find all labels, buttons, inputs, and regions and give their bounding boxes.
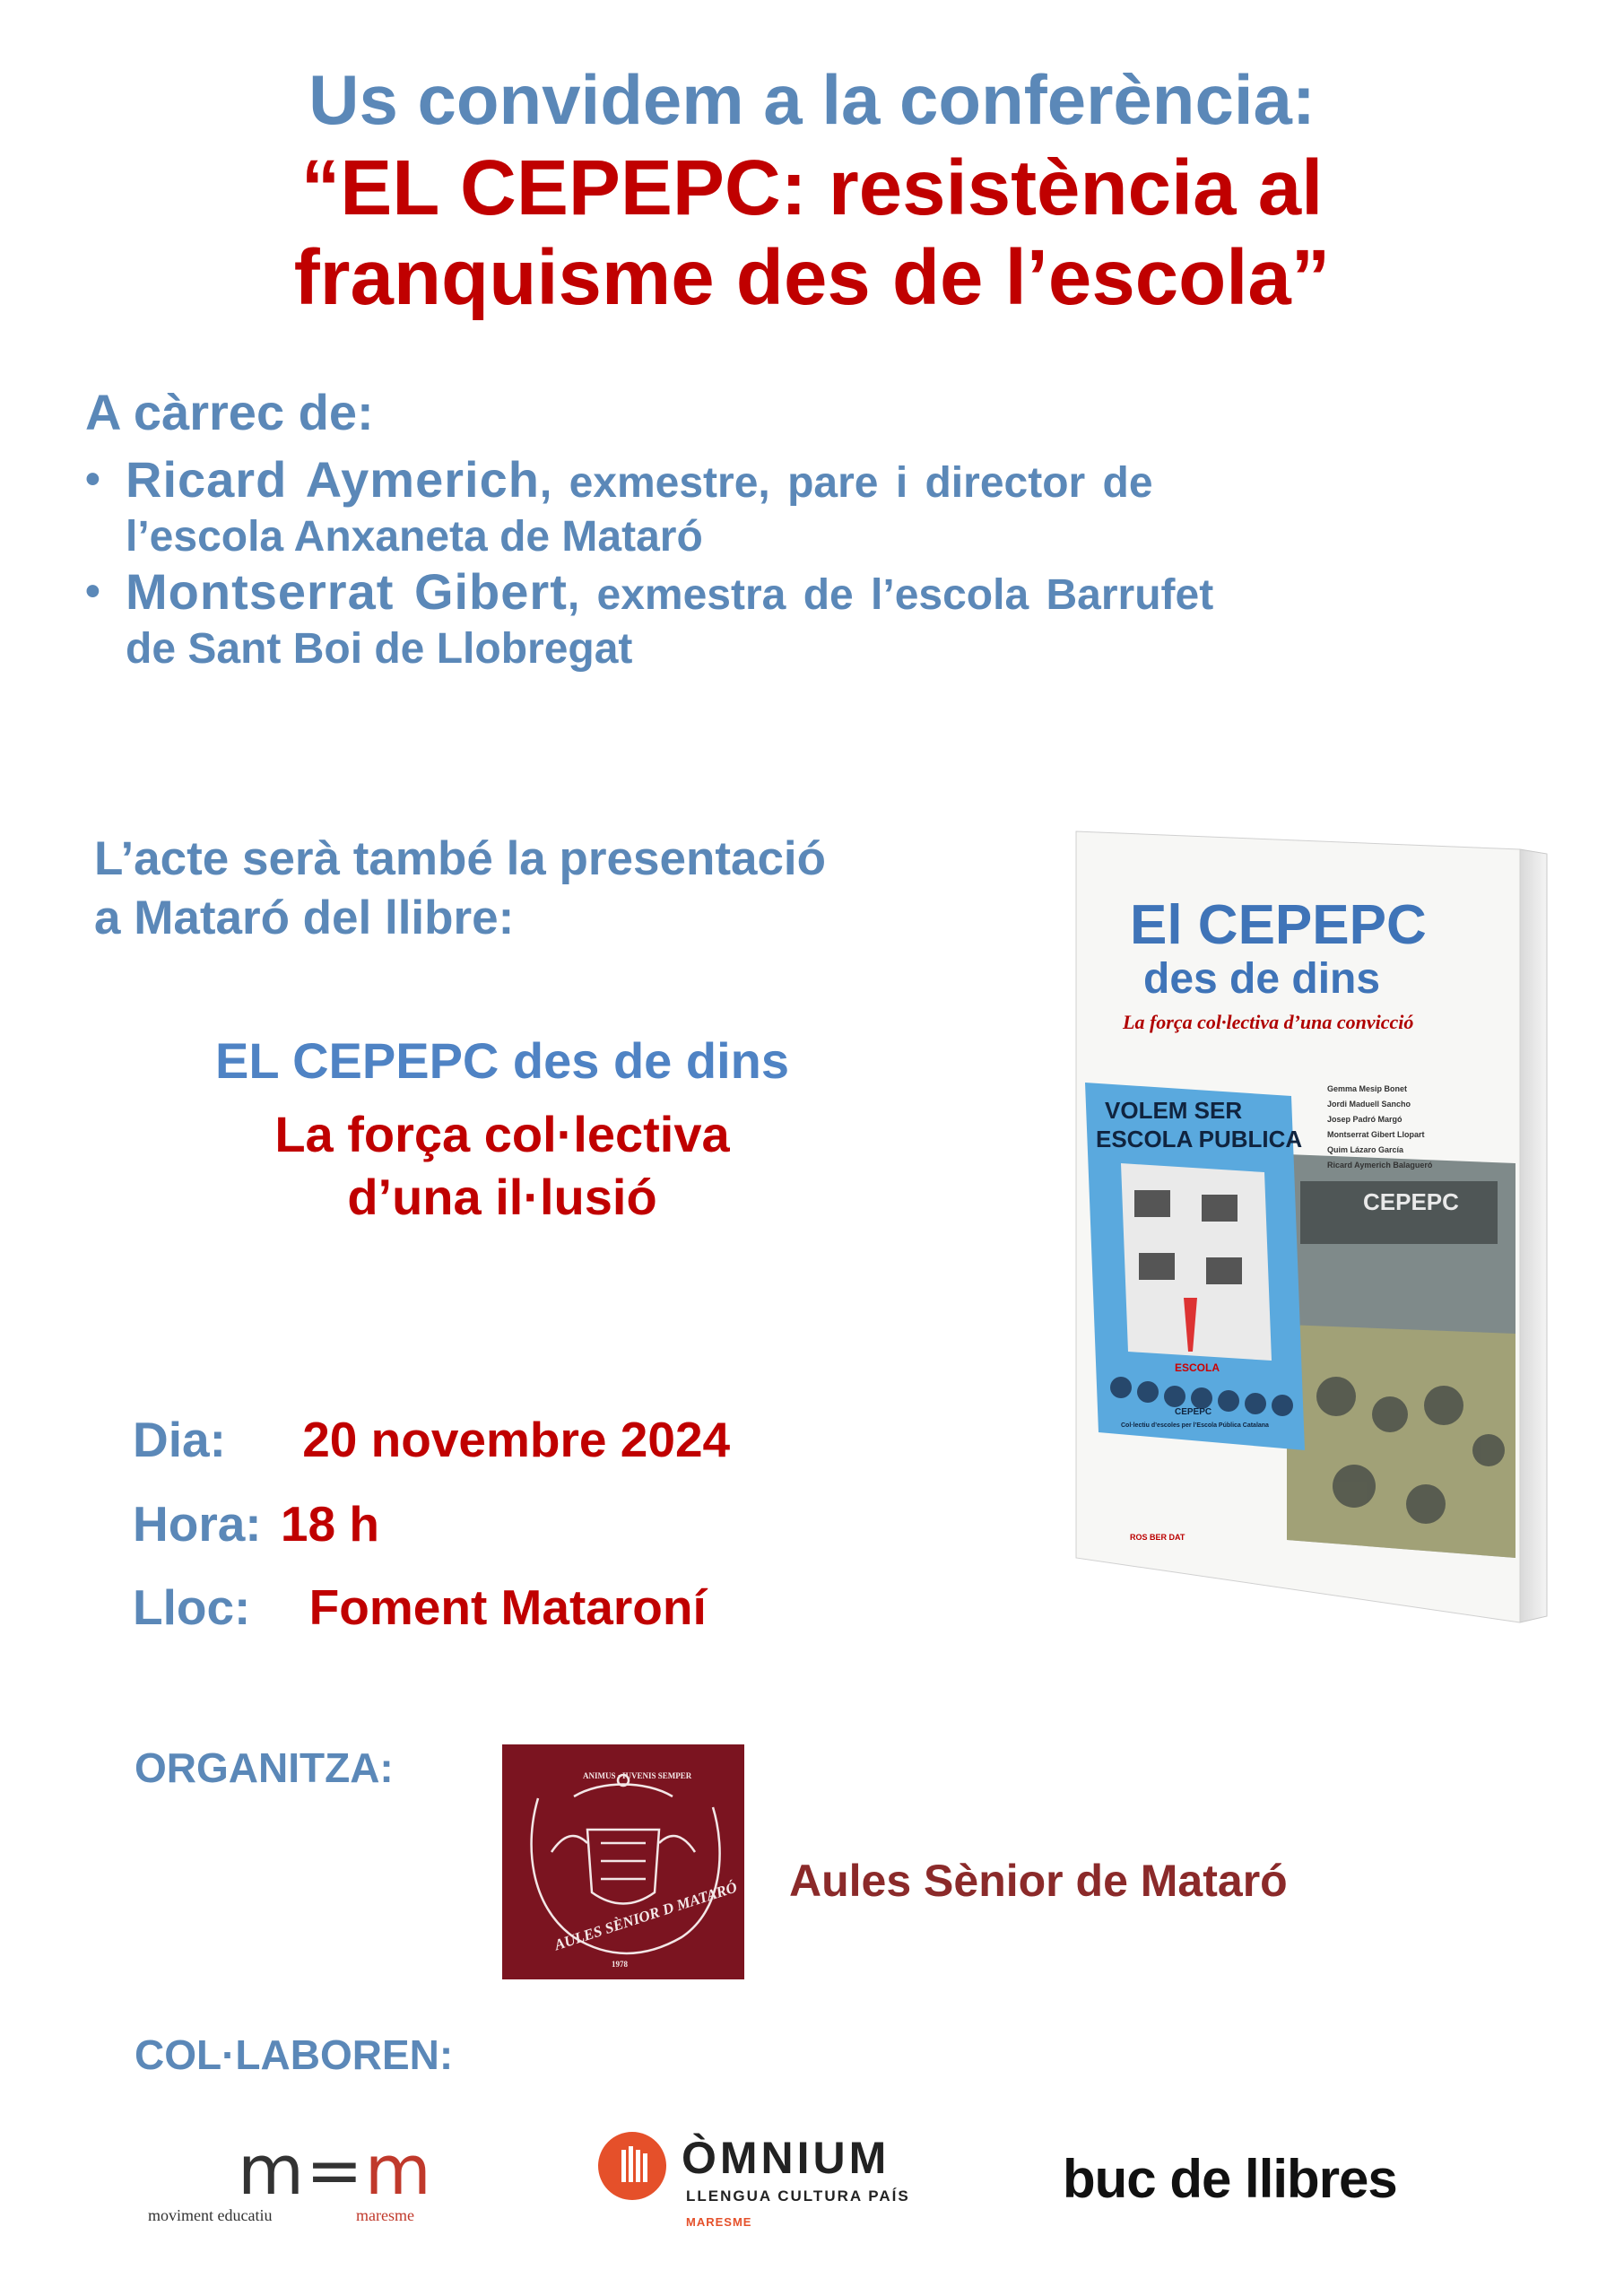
bullet-icon: • bbox=[85, 456, 100, 503]
photo-sign-text: CEPEPC bbox=[1363, 1188, 1459, 1215]
presentation-line-2: a Mataró del llibre: bbox=[94, 891, 515, 944]
omnium-sub: LLENGUA CULTURA PAÍS bbox=[686, 2187, 910, 2205]
day-value: 20 novembre 2024 bbox=[302, 1412, 731, 1467]
poster-text-2: ESCOLA PUBLICA bbox=[1096, 1126, 1303, 1152]
mem-logo: m=m moviment educatiu maresme bbox=[148, 2130, 433, 2224]
speaker-role-cont: l’escola Anxaneta de Mataró bbox=[126, 513, 703, 561]
book-title: EL CEPEPC des de dins bbox=[214, 1032, 790, 1089]
place-value: Foment Mataroní bbox=[308, 1579, 707, 1635]
book-subtitle-line-2: d’una il·lusió bbox=[347, 1169, 657, 1225]
speaker-item bbox=[85, 565, 1529, 676]
mem-right-text: maresme bbox=[356, 2206, 414, 2224]
seal-text-top: ANIMUS · IUVENIS SEMPER bbox=[583, 1771, 692, 1780]
bullet-icon: • bbox=[85, 568, 100, 615]
poster-footer-1: CEPEPC bbox=[1175, 1407, 1212, 1417]
author-1: Gemma Mesip Bonet bbox=[1327, 1084, 1408, 1093]
publisher-logo: ROS BER DAT bbox=[1130, 1533, 1185, 1542]
author-5: Quim Lázaro García bbox=[1327, 1145, 1404, 1154]
organizer-name: Aules Sènior de Mataró bbox=[789, 1856, 1288, 1906]
author-6: Ricard Aymerich Balagueró bbox=[1327, 1161, 1433, 1170]
cover-title-1: El CEPEPC bbox=[1130, 894, 1427, 956]
presentation-intro bbox=[94, 830, 991, 948]
seal-year: 1978 bbox=[612, 1960, 628, 1969]
collaborators-label: COL·LABOREN: bbox=[135, 2031, 454, 2078]
cover-title-2: des de dins bbox=[1143, 955, 1381, 1003]
author-3: Josep Padró Margó bbox=[1327, 1115, 1403, 1124]
event-day bbox=[133, 1411, 730, 1468]
omnium-logo bbox=[596, 2130, 937, 2238]
hour-label: Hora: bbox=[133, 1496, 262, 1552]
event-place bbox=[133, 1578, 707, 1636]
omnium-region: MARESME bbox=[686, 2215, 752, 2229]
cover-subtitle: La força col·lectiva d’una convicció bbox=[1123, 1011, 1414, 1033]
book-subtitle-line-1: La força col·lectiva bbox=[274, 1106, 730, 1162]
aules-senior-seal-logo bbox=[502, 1744, 744, 1979]
poster-escola: ESCOLA bbox=[1175, 1361, 1220, 1374]
speaker-item bbox=[85, 453, 1529, 564]
seal-text-bottom: AULES SÈNIOR D MATARÓ bbox=[551, 1878, 740, 1954]
invitation-heading: Us convidem a la conferència: bbox=[308, 60, 1316, 139]
place-label: Lloc: bbox=[133, 1579, 251, 1635]
day-label: Dia: bbox=[133, 1412, 226, 1467]
speaker-role: , exmestre, pare i director de bbox=[539, 459, 1153, 507]
omnium-mark-icon bbox=[596, 2130, 668, 2202]
book-subtitle bbox=[108, 1103, 897, 1229]
author-4: Montserrat Gibert Llopart bbox=[1327, 1130, 1425, 1139]
speaker-role: , exmestra de l’escola Barrufet bbox=[567, 571, 1214, 619]
poster-text-1: VOLEM SER bbox=[1105, 1097, 1243, 1124]
speaker-name: Ricard Aymerich bbox=[126, 451, 540, 508]
hour-value: 18 h bbox=[280, 1496, 379, 1552]
mem-left-text: moviment educatiu bbox=[148, 2206, 273, 2224]
conference-title-line-1: “EL CEPEPC: resistència al bbox=[300, 144, 1324, 231]
buc-de-llibres-logo: buc de llibres bbox=[1063, 2149, 1397, 2209]
conference-title bbox=[0, 144, 1624, 323]
poster-footer-2: Col·lectiu d’escoles per l’Escola Pública Catalana bbox=[1121, 1422, 1269, 1429]
speaker-name: Montserrat Gibert bbox=[126, 563, 568, 620]
conference-title-line-2: franquisme des de l’escola” bbox=[293, 234, 1331, 321]
speaker-role-cont: de Sant Boi de Llobregat bbox=[126, 625, 633, 673]
author-2: Jordi Maduell Sancho bbox=[1327, 1100, 1411, 1109]
presentation-line-1: L’acte serà també la presentació bbox=[94, 832, 827, 885]
organizer-label: ORGANITZA: bbox=[135, 1744, 394, 1791]
omnium-name: ÒMNIUM bbox=[682, 2133, 890, 2183]
event-hour bbox=[133, 1495, 379, 1552]
speakers-heading: A càrrec de: bbox=[85, 384, 374, 440]
book-cover-image bbox=[1067, 822, 1551, 1630]
